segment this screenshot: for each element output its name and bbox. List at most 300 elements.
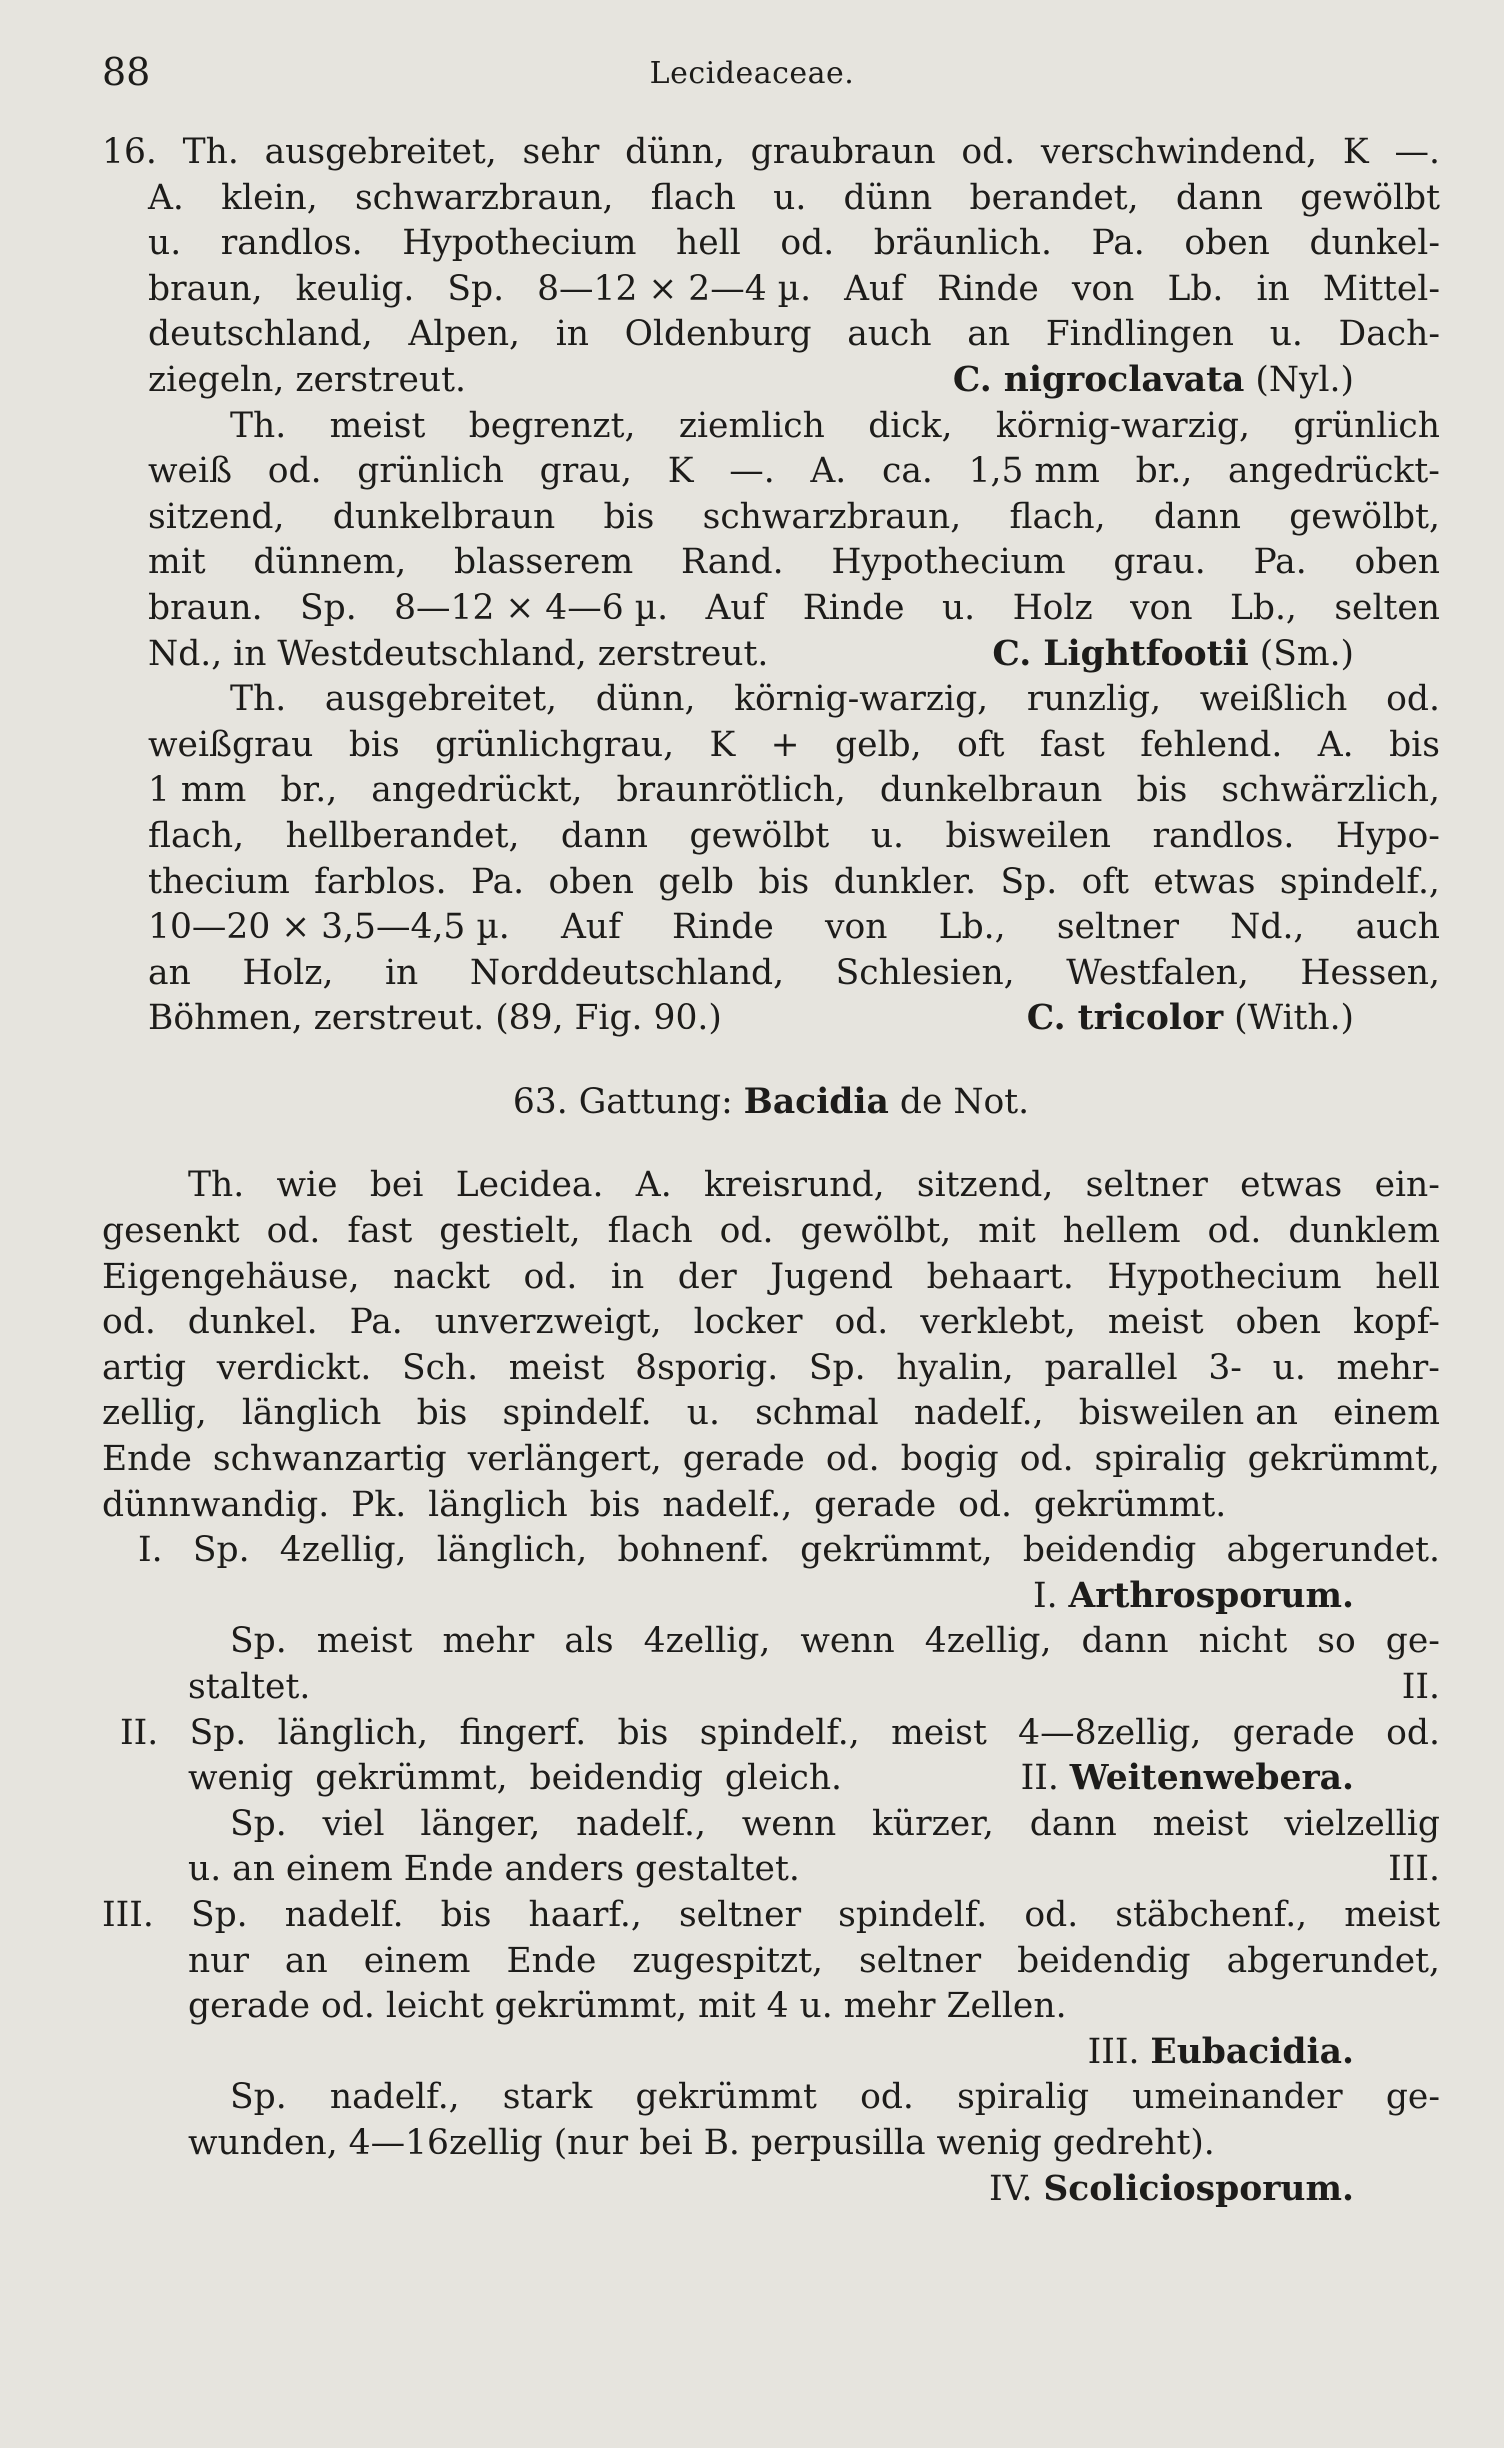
word: dünnem, <box>253 542 407 583</box>
word: ge- <box>1385 2077 1440 2118</box>
text-line <box>102 1391 1440 1437</box>
word: br., <box>1135 451 1193 492</box>
word: od. <box>267 451 322 492</box>
word: meist <box>891 1712 987 1753</box>
word: A. <box>635 1165 672 1206</box>
word: A. <box>1317 724 1354 765</box>
word: selten <box>1334 587 1440 628</box>
word: verschwindend, <box>1040 132 1318 172</box>
word: Dach- <box>1338 314 1440 355</box>
word: 4zellig, <box>279 1530 407 1571</box>
word: grau. <box>1113 542 1206 583</box>
word: gewölbt, <box>800 1211 952 1252</box>
word: I. <box>138 1530 163 1571</box>
text-line <box>102 677 1440 723</box>
word: Sp. <box>230 1803 287 1844</box>
word: spindelf. <box>502 1393 652 1434</box>
word: flach <box>607 1211 693 1252</box>
word: + <box>770 724 800 765</box>
word: ziemlich <box>678 405 825 446</box>
word: bis <box>416 1393 468 1434</box>
text-line <box>102 723 1440 769</box>
text-line <box>102 586 1440 632</box>
word: bis <box>440 1894 492 1935</box>
line-text: wunden, 4—16zellig (nur bei B. perpusilla wenig gedreht). <box>188 2122 1215 2163</box>
word: 1,5 mm <box>968 451 1100 492</box>
word: meist <box>1107 1302 1204 1343</box>
word: bis <box>1389 724 1440 765</box>
word: grünlichgrau, <box>435 724 675 765</box>
word: randlos. <box>1152 815 1295 856</box>
word: Nd., <box>1230 907 1305 948</box>
word: dunkel- <box>1309 223 1440 264</box>
word: kreisrund, <box>704 1165 885 1206</box>
word: abgerundet, <box>1226 1940 1440 1981</box>
word: seltner <box>1085 1165 1208 1206</box>
taxon-name: C. nigroclavata <box>952 359 1245 400</box>
taxon-name: Weitenwebera. <box>1069 1758 1354 1799</box>
line-text: gerade od. leicht gekrümmt, mit 4 u. mehr Zellen. <box>188 1986 1067 2027</box>
word: angedrückt, <box>371 770 583 811</box>
word: begrenzt, <box>468 405 636 446</box>
line-result: C. nigroclavata (Nyl.) <box>953 358 1354 404</box>
word: beidendig <box>1017 1940 1191 1981</box>
word: fast <box>347 1211 413 1252</box>
word: —. <box>729 451 775 492</box>
word: Sp. <box>230 2077 287 2118</box>
word: oben <box>1184 223 1270 264</box>
word: od. <box>860 2077 914 2118</box>
word: umeinander <box>1132 2077 1343 2118</box>
word: bis <box>758 861 810 902</box>
page-number: 88 <box>102 50 151 94</box>
word: Ende <box>102 1439 192 1480</box>
word: meist <box>329 405 426 446</box>
word: gekrümmt <box>635 2077 817 2118</box>
word: bogig <box>900 1439 999 1480</box>
word: fingerf. <box>459 1712 587 1753</box>
word: hell <box>1375 1256 1440 1297</box>
spacer <box>102 1042 1440 1080</box>
word: Lb., <box>1229 587 1297 628</box>
word: spiralig <box>1094 1439 1227 1480</box>
word: gesenkt <box>102 1211 240 1252</box>
word: od. <box>834 1302 889 1343</box>
word: 4zellig, <box>924 1621 1052 1662</box>
text-line <box>102 495 1440 541</box>
word: 1 mm <box>148 770 247 811</box>
word: grau, <box>539 451 632 492</box>
word: Sp. <box>447 268 505 309</box>
word: farblos. <box>314 861 447 902</box>
text-line <box>102 1847 1440 1893</box>
text-line <box>102 358 1440 404</box>
word: II. <box>120 1712 159 1753</box>
word: nadelf. <box>284 1894 404 1935</box>
word: einem <box>1333 1393 1440 1434</box>
word: behaart. <box>926 1256 1074 1297</box>
word: meist <box>316 1621 413 1662</box>
word: dünn, <box>625 132 725 172</box>
word: Th. <box>230 679 287 720</box>
text-line <box>102 1984 1440 2030</box>
word: bisweilen <box>945 815 1111 856</box>
word: keulig. <box>295 268 415 309</box>
word: A. <box>810 451 847 492</box>
spacer <box>102 1125 1440 1163</box>
word: blasserem <box>454 542 634 583</box>
word: schwanzartig <box>212 1439 447 1480</box>
word: hell <box>676 223 741 264</box>
word: Lb., <box>938 907 1006 948</box>
word: Th. <box>230 405 287 446</box>
word: grünlich <box>357 451 504 492</box>
word: Auf <box>705 587 766 628</box>
word: seltner <box>858 1940 982 1981</box>
text-line <box>102 2075 1440 2121</box>
word: Findlingen <box>1045 314 1235 355</box>
word: dann <box>1029 1803 1117 1844</box>
word: —. <box>1394 132 1440 172</box>
word: spindelf. <box>838 1894 988 1935</box>
word: Lecidea. <box>455 1165 604 1206</box>
word: bis <box>1136 770 1188 811</box>
word: weißlich <box>1199 679 1348 720</box>
word: Sp. <box>190 1894 248 1935</box>
word: dann <box>560 815 649 856</box>
word: od. <box>961 132 1016 172</box>
word: artig <box>102 1347 187 1388</box>
word: od. <box>1386 679 1440 720</box>
word: sitzend, <box>148 496 285 537</box>
word: dunkler. <box>833 861 977 902</box>
key-result: III. Eubacidia. <box>1088 2030 1354 2076</box>
text-line <box>102 449 1440 495</box>
text-line <box>102 176 1440 222</box>
word: auch <box>1355 907 1440 948</box>
word: mit <box>978 1211 1036 1252</box>
word: gerade <box>1232 1712 1355 1753</box>
word: als <box>564 1621 614 1662</box>
text-line <box>102 1711 1440 1757</box>
word: Sp. <box>299 587 357 628</box>
text-line <box>102 1665 1440 1711</box>
word: länglich <box>241 1393 382 1434</box>
word: verdickt. <box>216 1347 372 1388</box>
word: wenn <box>741 1803 837 1844</box>
word: parallel <box>1044 1347 1178 1388</box>
word: schwarzbraun, <box>354 177 614 218</box>
word: Pa. <box>1253 542 1307 583</box>
text-line <box>102 860 1440 906</box>
word: Rinde <box>672 907 774 948</box>
word: Alpen, <box>408 314 521 355</box>
word: der <box>677 1256 737 1297</box>
word: Sp. <box>189 1712 247 1753</box>
word: od. <box>523 1256 578 1297</box>
word: Norddeutschland, <box>469 952 785 993</box>
word: dünn <box>843 177 933 218</box>
word: dunkelbraun <box>332 496 556 537</box>
word: dann <box>1153 496 1241 537</box>
word: 4zellig, <box>643 1621 771 1662</box>
word: 16. <box>102 132 157 172</box>
word: gestielt, <box>439 1211 581 1252</box>
word: von <box>1130 587 1193 628</box>
word: zellig, <box>102 1393 207 1434</box>
word: haarf., <box>528 1894 642 1935</box>
word: schmal <box>755 1393 879 1434</box>
word: od. <box>825 1439 880 1480</box>
word: u. <box>1269 314 1303 355</box>
word: dünn, <box>595 679 696 720</box>
word: stark <box>502 2077 593 2118</box>
word: Sp. <box>1000 861 1058 902</box>
running-title: Lecideaceae. <box>649 56 855 91</box>
word: gekrümmt, <box>1247 1439 1440 1480</box>
word: braunrötlich, <box>616 770 846 811</box>
taxon-name: C. tricolor <box>1026 998 1224 1039</box>
body-text <box>102 130 1440 2212</box>
word: flach, <box>1009 496 1106 537</box>
word: Schlesien, <box>835 952 1015 993</box>
word: od. <box>266 1211 321 1252</box>
word: bis <box>603 496 655 537</box>
line-text: Nd., in Westdeutschland, zerstreut. <box>148 633 769 674</box>
word: K <box>667 451 694 492</box>
word: Ende <box>506 1940 597 1981</box>
word: hellberandet, <box>285 815 520 856</box>
word: od. <box>1024 1894 1079 1935</box>
word: od. <box>1386 1712 1440 1753</box>
word: sitzend, <box>916 1165 1054 1206</box>
word: ausgebreitet, <box>324 679 558 720</box>
line-text: Böhmen, zerstreut. (89, Fig. 90.) <box>148 998 722 1039</box>
word: an <box>148 952 191 993</box>
word: dick, <box>868 405 953 446</box>
word: Hypothecium <box>831 542 1066 583</box>
word: u. <box>941 587 976 628</box>
word: u. <box>870 815 904 856</box>
word: u. <box>773 177 807 218</box>
word: wenn <box>800 1621 895 1662</box>
word: sehr <box>522 132 600 172</box>
word: gerade <box>682 1439 805 1480</box>
word: od. <box>719 1211 774 1252</box>
text-line <box>102 632 1440 678</box>
word: an <box>284 1940 328 1981</box>
word: nur <box>188 1940 249 1981</box>
word: bisweilen an <box>1078 1393 1298 1434</box>
word: meist <box>508 1347 605 1388</box>
text-line <box>102 1756 1440 1802</box>
word: Westfalen, <box>1066 952 1249 993</box>
word: klein, <box>221 177 318 218</box>
text-line <box>102 1437 1440 1483</box>
word: ca. <box>882 451 933 492</box>
word: Lb. <box>1167 268 1224 309</box>
word: thecium <box>148 861 290 902</box>
word: flach, <box>148 815 245 856</box>
line-text: staltet. <box>188 1667 311 1707</box>
word: oft <box>957 724 1005 765</box>
text-line <box>102 951 1440 997</box>
line-text: ziegeln, zerstreut. <box>148 359 466 400</box>
text-line <box>102 221 1440 267</box>
word: Sp. <box>230 1621 287 1662</box>
word: weißgrau <box>148 724 314 765</box>
word: abgerundet. <box>1226 1530 1440 1571</box>
word: an <box>967 314 1011 355</box>
word: mehr <box>442 1621 535 1662</box>
word: 8sporig. <box>635 1347 779 1388</box>
word: oft <box>1081 861 1129 902</box>
line-result: III. <box>1388 1849 1440 1890</box>
taxon-name: Arthrosporum. <box>1068 1575 1354 1616</box>
word: gewölbt, <box>1289 496 1440 537</box>
word: spindelf., <box>699 1712 860 1753</box>
word: Jugend <box>770 1256 894 1297</box>
word: Pa. <box>349 1302 403 1343</box>
word: u. <box>148 223 182 264</box>
word: kürzer, <box>872 1803 994 1844</box>
word: von <box>824 907 888 948</box>
word: viel <box>322 1803 385 1844</box>
text-line <box>102 1893 1440 1939</box>
text-line <box>102 768 1440 814</box>
word: bräunlich. <box>873 223 1052 264</box>
word: dann <box>1175 177 1263 218</box>
word: ge- <box>1385 1621 1440 1662</box>
word: Hypothecium <box>402 223 637 264</box>
word: etwas <box>1240 1165 1343 1206</box>
word: od. <box>780 223 835 264</box>
word: 10—20 × 3,5—4,5 µ. <box>148 907 510 948</box>
word: A. <box>148 177 184 218</box>
word: nackt <box>393 1256 490 1297</box>
word: schwarzbraun, <box>702 496 962 537</box>
word: bohnenf. <box>617 1530 770 1571</box>
key-result: I. Arthrosporum. <box>1033 1574 1354 1620</box>
word: weiß <box>148 451 233 492</box>
word: dunkelbraun <box>879 770 1103 811</box>
word: spiralig <box>957 2077 1090 2118</box>
word: verklebt, <box>920 1302 1076 1343</box>
key-result: IV. Scoliciosporum. <box>989 2167 1354 2213</box>
text-line <box>102 1209 1440 1255</box>
word: Pa. <box>1091 223 1145 264</box>
word: gelb, <box>835 724 922 765</box>
text-line <box>102 814 1440 860</box>
word: Th. <box>182 132 239 172</box>
word: od. <box>102 1302 156 1343</box>
running-header <box>0 50 1504 100</box>
text-line <box>102 1300 1440 1346</box>
word: in <box>555 314 589 355</box>
word: in <box>385 952 419 993</box>
word: Mittel- <box>1322 268 1440 309</box>
word: Auf <box>560 907 621 948</box>
word: gewölbt <box>689 815 830 856</box>
word: Hypothecium <box>1107 1256 1342 1297</box>
key-result-line <box>102 2167 1440 2213</box>
word: hyalin, <box>896 1347 1014 1388</box>
word: länger, <box>420 1803 541 1844</box>
word: Th. <box>188 1165 245 1206</box>
word: wie <box>276 1165 338 1206</box>
word: hellem <box>1062 1211 1181 1252</box>
word: 4—8zellig, <box>1018 1712 1202 1753</box>
word: vielzellig <box>1284 1803 1440 1844</box>
key-result-line <box>102 2030 1440 2076</box>
word: oben <box>1354 542 1440 583</box>
word: meist <box>1344 1894 1440 1935</box>
line-text: dünnwandig. Pk. länglich bis nadelf., gerade od. gekrümmt. <box>102 1484 1227 1525</box>
word: verlängert, <box>467 1439 662 1480</box>
taxon-name: Scoliciosporum. <box>1043 2168 1354 2209</box>
word: einem <box>363 1940 471 1981</box>
text-line <box>102 1619 1440 1665</box>
word: od. <box>1207 1211 1262 1252</box>
word: od. <box>1019 1439 1074 1480</box>
word: deutschland, <box>148 314 373 355</box>
word: Hessen, <box>1300 952 1440 993</box>
text-line <box>102 404 1440 450</box>
word: nadelf., <box>576 1803 706 1844</box>
word: bis <box>617 1712 669 1753</box>
word: kopf- <box>1352 1302 1440 1343</box>
word: Auf <box>844 268 905 309</box>
word: berandet, <box>969 177 1139 218</box>
word: braun, <box>148 268 263 309</box>
word: bei <box>369 1165 424 1206</box>
word: 3- <box>1208 1347 1242 1388</box>
word: von <box>1071 268 1135 309</box>
word: etwas <box>1153 861 1256 902</box>
text-line <box>102 1163 1440 1209</box>
word: br., <box>280 770 338 811</box>
word: Rinde <box>937 268 1039 309</box>
word: schwärzlich, <box>1221 770 1440 811</box>
word: Hypo- <box>1335 815 1440 856</box>
word: mit <box>148 542 206 583</box>
word: fehlend. <box>1140 724 1283 765</box>
word: Pa. <box>470 861 525 902</box>
word: Oldenburg <box>624 314 812 355</box>
text-line <box>102 1346 1440 1392</box>
word: in <box>1256 268 1290 309</box>
word: Eigengehäuse, <box>102 1256 360 1297</box>
heading-text: 63. Gattung: Bacidia de Not. <box>513 1080 1029 1126</box>
word: Sp. <box>808 1347 866 1388</box>
word: stäbchenf., <box>1115 1894 1308 1935</box>
text-line <box>102 267 1440 313</box>
word: grünlich <box>1293 405 1440 446</box>
text-line <box>102 1483 1440 1529</box>
word: seltner <box>678 1894 802 1935</box>
word: randlos. <box>220 223 363 264</box>
word: 8—12 × 4—6 µ. <box>394 587 669 628</box>
word: dunklem <box>1288 1211 1440 1252</box>
text-line <box>102 540 1440 586</box>
word: ausgebreitet, <box>264 132 497 172</box>
word: körnig-warzig, <box>734 679 989 720</box>
word: u. <box>686 1393 720 1434</box>
word: zugespitzt, <box>632 1940 823 1981</box>
text-line <box>102 312 1440 358</box>
word: gelb <box>658 861 735 902</box>
word: auch <box>847 314 932 355</box>
